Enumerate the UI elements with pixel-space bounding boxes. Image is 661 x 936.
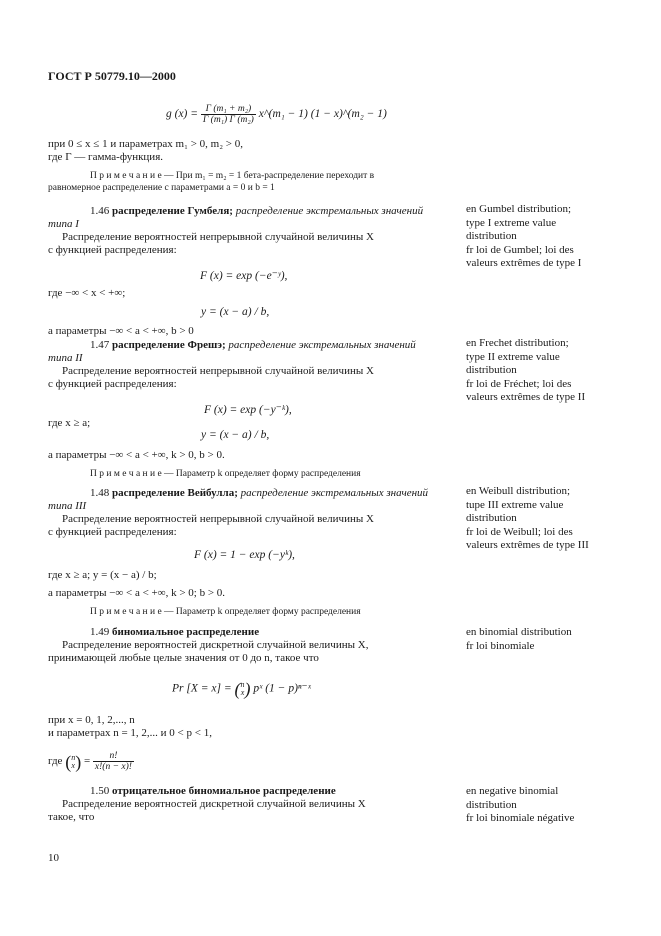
- s149-binom-definition: [48, 751, 134, 772]
- beta-note-line2: равномерное распределение с параметрами a = 0 и b = 1: [48, 183, 275, 193]
- s147-alt-term-cont: типа II: [48, 352, 83, 364]
- beta-gamma-def: где Γ — гамма-функция.: [48, 151, 164, 163]
- s147-formula-cdf: F (x) = exp (−y⁻ᵏ),: [204, 404, 292, 416]
- s148-formula-cdf: F (x) = 1 − exp (−yᵏ),: [194, 549, 295, 561]
- s147-heading: [90, 339, 416, 352]
- s146-heading: [90, 205, 423, 218]
- s149-fr-1: fr loi binomiale: [466, 639, 535, 652]
- s146-desc-line1: Распределение вероятностей непрерывной случайной величины X: [62, 231, 374, 243]
- s149-binom-top: n: [240, 680, 245, 689]
- s147-domain: где x ≥ a;: [48, 417, 91, 429]
- s149-def-equals: =: [83, 755, 91, 768]
- s148-params: а параметры −∞ < a < +∞, k > 0; b > 0.: [48, 587, 226, 599]
- s148-heading: [90, 487, 428, 500]
- s147-number: 1.47: [90, 339, 110, 351]
- s150-term: отрицательное биномиальное распределение: [112, 785, 336, 797]
- s149-formula: [172, 680, 311, 698]
- s146-translations: [466, 203, 606, 271]
- s149-desc-line2: принимающей любые целые значения от 0 до n, такое что: [48, 652, 319, 664]
- beta-formula-fraction: [201, 104, 256, 125]
- s146-alt-term-cont: типа I: [48, 218, 79, 230]
- s147-formula-y: y = (x − a) / b,: [201, 429, 270, 441]
- s147-params: а параметры −∞ < a < +∞, k > 0, b > 0.: [48, 449, 225, 461]
- s149-number: 1.49: [90, 626, 110, 638]
- s149-def-binom-top: n: [71, 752, 76, 762]
- s149-formula-lhs: Pr [X = x] =: [172, 682, 232, 695]
- s146-alt-term: распределение экстремальных значений: [235, 205, 424, 217]
- s149-formula-rhs: pˣ (1 − p)ⁿ⁻ˣ: [253, 682, 311, 695]
- s147-en-1: en Frechet distribution;: [466, 337, 569, 349]
- s149-def-paren-left: (: [65, 751, 72, 772]
- s149-def-paren-right: ): [75, 751, 82, 772]
- s149-binom-paren-left: (: [234, 679, 241, 699]
- s146-formula-cdf: F (x) = exp (−e⁻ʸ),: [200, 270, 288, 282]
- s150-translations: [466, 785, 606, 826]
- s149-def-num: n!: [93, 751, 134, 762]
- s148-domain: где x ≥ a; y = (x − a) / b;: [48, 569, 157, 581]
- s148-alt-term: распределение экстремальных значений: [240, 487, 429, 499]
- s149-condition-params: и параметрах n = 1, 2,... и 0 < p < 1,: [48, 727, 212, 739]
- s148-translations: [466, 485, 606, 553]
- s147-fr-1: fr loi de Fréchet; loi des: [466, 377, 572, 390]
- s150-en-2: distribution: [466, 798, 517, 811]
- s147-translations: [466, 337, 606, 405]
- beta-condition: при 0 ≤ x ≤ 1 и параметрах m₁ > 0, m₂ > 0,: [48, 138, 243, 150]
- s149-def-fraction: [93, 751, 134, 772]
- s146-en-3: distribution: [466, 230, 517, 242]
- s148-en-1: en Weibull distribution;: [466, 485, 571, 497]
- s147-en-2: type II extreme value: [466, 350, 560, 363]
- s146-number: 1.46: [90, 205, 110, 217]
- s146-desc-line2: с функцией распределения:: [48, 244, 177, 256]
- s150-number: 1.50: [90, 785, 110, 797]
- s146-en-2: type I extreme value: [466, 216, 557, 229]
- s149-translations: [466, 626, 606, 653]
- s147-en-3: distribution: [466, 364, 517, 376]
- s148-term: распределение Вейбулла;: [112, 487, 238, 499]
- beta-frac-num: Γ (m₁ + m₂): [201, 104, 256, 115]
- s147-desc-line2: с функцией распределения:: [48, 378, 177, 390]
- s148-alt-term-cont: типа III: [48, 500, 87, 512]
- s149-binom-bottom: x: [240, 688, 245, 697]
- s146-domain: где −∞ < x < +∞;: [48, 287, 126, 299]
- s150-en-1: en negative binomial: [466, 785, 559, 797]
- s146-fr-1: fr loi de Gumbel; loi des: [466, 243, 574, 256]
- s150-desc-line2: такое, что: [48, 811, 95, 823]
- s147-term: распределение Фрешэ;: [112, 339, 226, 351]
- s149-en-1: en binomial distribution: [466, 626, 572, 638]
- s149-def-den: x!(n − x)!: [94, 762, 132, 772]
- s149-desc-line1: Распределение вероятностей дискретной случайной величины X,: [62, 639, 369, 651]
- beta-formula-rhs: x^(m₁ − 1) (1 − x)^(m₂ − 1): [258, 108, 387, 121]
- s148-note: П р и м е ч а н и е — Параметр k определяет форму распределения: [90, 607, 361, 617]
- page-number: 10: [48, 852, 59, 864]
- s150-fr-1: fr loi binomiale négative: [466, 812, 575, 824]
- s146-en-1: en Gumbel distribution;: [466, 203, 572, 215]
- s148-desc-line2: с функцией распределения:: [48, 526, 177, 538]
- s148-fr-1: fr loi de Weibull; loi des: [466, 525, 573, 538]
- s150-heading: [90, 785, 336, 798]
- s149-binom-paren-right: ): [244, 679, 251, 699]
- s146-term: распределение Гумбеля;: [112, 205, 233, 217]
- document-header: ГОСТ Р 50779.10—2000: [48, 69, 176, 83]
- s149-heading: [90, 626, 259, 639]
- beta-formula-lhs: g (x) =: [166, 108, 199, 121]
- s149-def-binom-bottom: x: [71, 760, 75, 770]
- s147-alt-term: распределение экстремальных значений: [228, 339, 416, 351]
- s149-condition-x: при x = 0, 1, 2,..., n: [48, 714, 135, 726]
- beta-frac-den: Γ (m₁) Γ (m₂): [202, 115, 254, 125]
- s147-fr-2: valeurs extrêmes de type II: [466, 391, 586, 403]
- s148-en-2: tupe III extreme value: [466, 498, 564, 511]
- s147-desc-line1: Распределение вероятностей непрерывной случайной величины X: [62, 365, 374, 377]
- s150-desc-line1: Распределение вероятностей дискретной случайной величины X: [62, 798, 366, 810]
- s147-note: П р и м е ч а н и е — Параметр k определяет форму распределения: [90, 469, 361, 479]
- s148-desc-line1: Распределение вероятностей непрерывной случайной величины X: [62, 513, 374, 525]
- s148-en-3: distribution: [466, 512, 517, 524]
- s148-number: 1.48: [90, 487, 110, 499]
- s146-formula-y: y = (x − a) / b,: [201, 306, 270, 318]
- s148-fr-2: valeurs extrêmes de type III: [466, 539, 589, 551]
- beta-formula: [166, 104, 387, 125]
- s149-where-prefix: где: [48, 755, 63, 768]
- beta-note-line1: П р и м е ч а н и е — При m₁ = m₂ = 1 бета-распределение переходит в: [90, 171, 375, 181]
- s149-term: биномиальное распределение: [112, 626, 260, 638]
- s146-fr-2: valeurs extrêmes de type I: [466, 257, 582, 269]
- s146-params: а параметры −∞ < a < +∞, b > 0: [48, 325, 194, 337]
